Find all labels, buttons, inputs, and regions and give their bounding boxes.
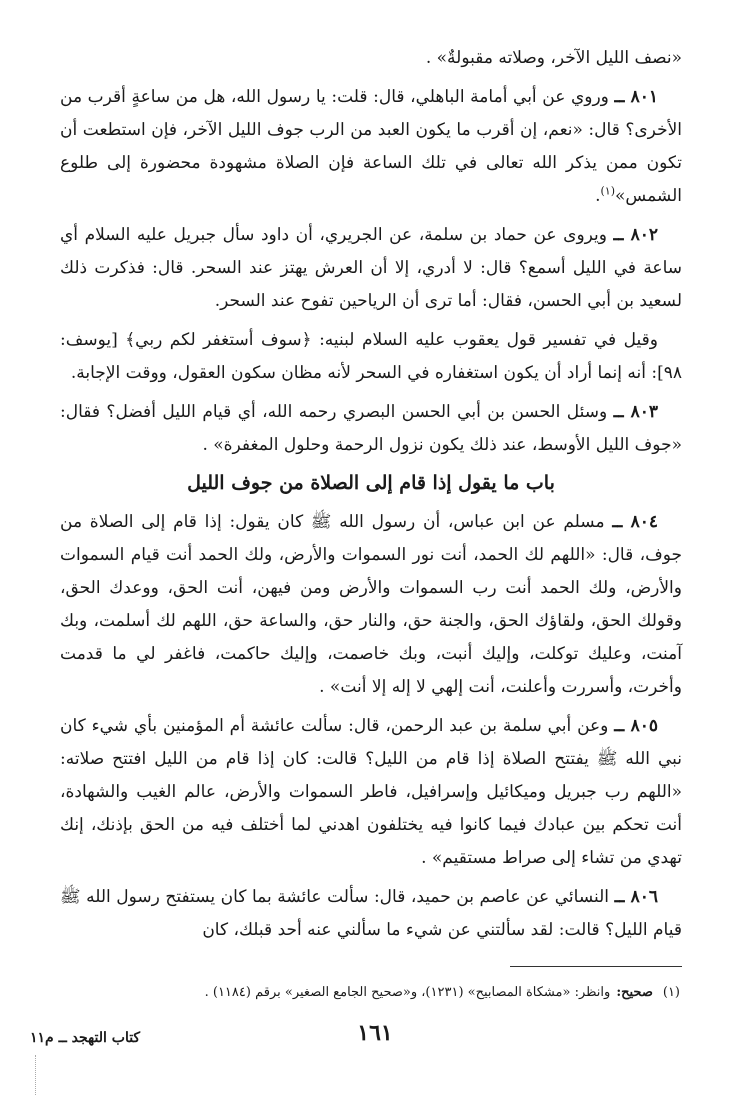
tafsir-paragraph xyxy=(60,324,682,390)
hadith-number: ٨٠٦ ــ xyxy=(614,887,659,907)
hadith-number: ٨٠١ ــ xyxy=(614,87,658,107)
footnote xyxy=(62,982,680,1004)
paragraph-continuation xyxy=(60,42,682,75)
page-number: ١٦١ xyxy=(357,1020,393,1046)
hadith-number: ٨٠٣ ــ xyxy=(613,402,658,422)
footnote-divider xyxy=(510,966,682,967)
page-body xyxy=(60,42,682,953)
hadith-804 xyxy=(60,506,682,704)
hadith-805 xyxy=(60,710,682,875)
hadith-801: ٨٠١ ــ وروي عن أبي أمامة الباهلي، قال: قلت: يا رسول الله، هل من ساعةٍ أقرب من الأخرى؟ قال: «نعم، إن أقرب ما يكون العبد من الرب جوف الليل الآخر، فإن استطعت أن تكون ممن يذكر الله تعالى في تلك الساعة فإن الصلاة مشهودة محضورة إلى طلوع الشمس»$^{(١)}$. xyxy=(60,87,682,206)
hadith-803 xyxy=(60,396,682,462)
footnote-reference[interactable]: (١) xyxy=(600,184,616,198)
hadith-number: ٨٠٥ ــ xyxy=(614,716,658,736)
hadith-number: ٨٠٤ ــ xyxy=(612,512,658,532)
paragraph-text: وقيل في تفسير قول يعقوب عليه السلام لبنيه: ﴿سوف أستغفر لكم ربي﴾ [يوسف: ٩٨]: أنه إنما أراد أن يكون استغفاره في السحر لأنه مظان سكون العقول، ووقت الإجابة. xyxy=(60,330,682,383)
hadith-text: وروي عن أبي أمامة الباهلي، قال: قلت: يا رسول الله، هل من ساعةٍ أقرب من الأخرى؟ قال: «نعم، إن أقرب ما يكون العبد من الرب جوف الليل الآخر، فإن استطعت أن تكون ممن يذكر الله تعالى في تلك الساعة فإن الصلاة مشهودة محضورة إلى طلوع الشمس» xyxy=(60,87,682,206)
hadith-text: ويروى عن حماد بن سلمة، عن الجريري، أن داود سأل جبريل عليه السلام أي ساعة في الليل أسمع؟ قال: لا أدري، إلا أن العرش يهتز عند السحر. قال: فذكرت ذلك لسعيد بن أبي الحسن، فقال: أما ترى أن الرياحين تفوح عند السحر. xyxy=(60,225,682,311)
hadith-text: وعن أبي سلمة بن عبد الرحمن، قال: سألت عائشة أم المؤمنين بأي شيء كان نبي الله ﷺ يفتتح الصلاة إذا قام من الليل؟ قالت: كان إذا قام من الليل افتتح صلاته: «اللهم رب جبريل وميكائيل وإسرافيل، فاطر السموات والأرض، عالم الغيب والشهادة، أنت تحكم بين عبادك فيما كانوا فيه يختلفون اهدني لما أختلف فيه من الحق بإذنك، إنك تهدي من تشاء إلى صراط مستقيم» . xyxy=(60,716,682,868)
hadith-text: مسلم عن ابن عباس، أن رسول الله ﷺ كان يقول: إذا قام إلى الصلاة من جوف، قال: «اللهم لك الحمد، أنت نور السموات والأرض، ولك الحمد أنت قيام السموات والأرض، ولك الحمد أنت رب السموات والأرض ومن فيهن، أنت الحق، ووعدك الحق، وقولك الحق، ولقاؤك الحق، والجنة حق، والنار حق، والساعة حق، اللهم لك أسلمت، وبك آمنت، وعليك توكلت، وإليك أنبت، وبك خاصمت، وإليك حاكمت، فاغفر لي ما قدمت وأخرت، وأسررت وأعلنت، أنت إلهي لا إله إلا أنت» . xyxy=(60,512,682,697)
footnote-grade-label: صحيح: xyxy=(616,985,653,1000)
hadith-806 xyxy=(60,881,682,947)
printer-signature: كتاب التهجد ــ م١١ xyxy=(30,1030,141,1046)
hadith-text: وسئل الحسن بن أبي الحسن البصري رحمه الله، أي قيام الليل أفضل؟ فقال: «جوف الليل الأوسط، عند ذلك يكون نزول الرحمة وحلول المغفرة» . xyxy=(60,402,682,455)
binding-mark xyxy=(35,1055,38,1095)
hadith-number: ٨٠٢ ــ xyxy=(613,225,658,245)
section-heading: باب ما يقول إذا قام إلى الصلاة من جوف الليل xyxy=(187,472,555,494)
paragraph-text: «نصف الليل الآخر، وصلاته مقبولةٌ» . xyxy=(425,48,682,68)
hadith-text: النسائي عن عاصم بن حميد، قال: سألت عائشة بما كان يستفتح رسول الله ﷺ قيام الليل؟ قالت: لقد سألتني عن شيء ما سألني عنه أحد قبلك، كان xyxy=(60,887,682,940)
footnote-marker: (١) xyxy=(662,985,680,1000)
footnote-text: وانظر: «مشكاة المصابيح» (١٢٣١)، و«صحيح الجامع الصغير» برقم (١١٨٤) . xyxy=(204,985,611,1000)
hadith-802 xyxy=(60,219,682,318)
